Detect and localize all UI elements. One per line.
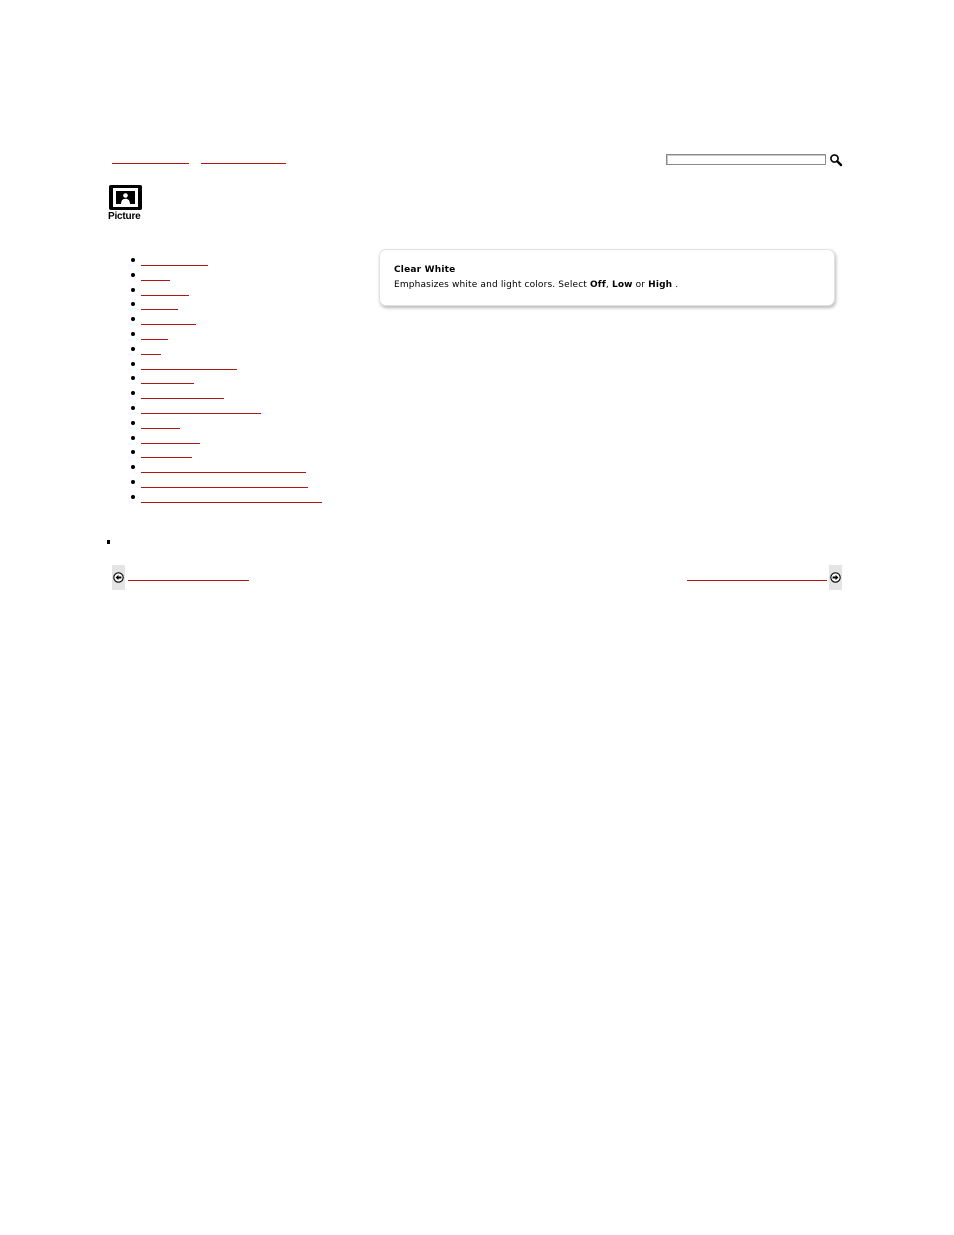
description-prefix: Emphasizes white and light colors. Select <box>394 280 590 290</box>
section-label: Picture <box>108 211 141 222</box>
menu-link[interactable] <box>141 457 192 458</box>
search-icon <box>829 153 843 167</box>
next-page-link[interactable] <box>687 580 827 581</box>
search-input[interactable] <box>666 154 826 165</box>
list-marker <box>107 540 110 544</box>
menu-link[interactable] <box>141 265 208 266</box>
menu-link[interactable] <box>141 280 170 281</box>
menu-link[interactable] <box>141 309 178 310</box>
setting-description <box>394 280 678 290</box>
menu-link[interactable] <box>141 369 237 370</box>
menu-link[interactable] <box>141 354 161 355</box>
arrow-left-circle-icon <box>113 572 124 583</box>
separator-or: or <box>632 280 649 290</box>
breadcrumb-link-2[interactable] <box>201 163 286 164</box>
separator-comma: , <box>605 280 612 290</box>
setting-description-card <box>379 249 835 306</box>
picture-icon <box>109 185 142 210</box>
prev-page-button[interactable] <box>112 565 125 590</box>
next-page-button[interactable] <box>829 565 842 590</box>
prev-page-link[interactable] <box>128 580 249 581</box>
option-off: Off <box>589 280 606 290</box>
menu-link[interactable] <box>141 383 194 384</box>
menu-link[interactable] <box>141 487 308 488</box>
menu-link[interactable] <box>141 443 200 444</box>
menu-link[interactable] <box>141 502 322 503</box>
description-suffix: . <box>672 280 679 290</box>
menu-link[interactable] <box>141 472 306 473</box>
setting-title: Clear White <box>394 265 456 275</box>
menu-link[interactable] <box>141 324 196 325</box>
search-button[interactable] <box>829 152 843 166</box>
menu-link[interactable] <box>141 428 180 429</box>
menu-link[interactable] <box>141 413 261 414</box>
arrow-right-circle-icon <box>830 572 841 583</box>
menu-link[interactable] <box>141 398 224 399</box>
menu-link[interactable] <box>141 295 189 296</box>
menu-link[interactable] <box>141 339 168 340</box>
breadcrumb-link-1[interactable] <box>112 163 189 164</box>
option-high: High <box>648 280 673 290</box>
option-low: Low <box>611 280 633 290</box>
